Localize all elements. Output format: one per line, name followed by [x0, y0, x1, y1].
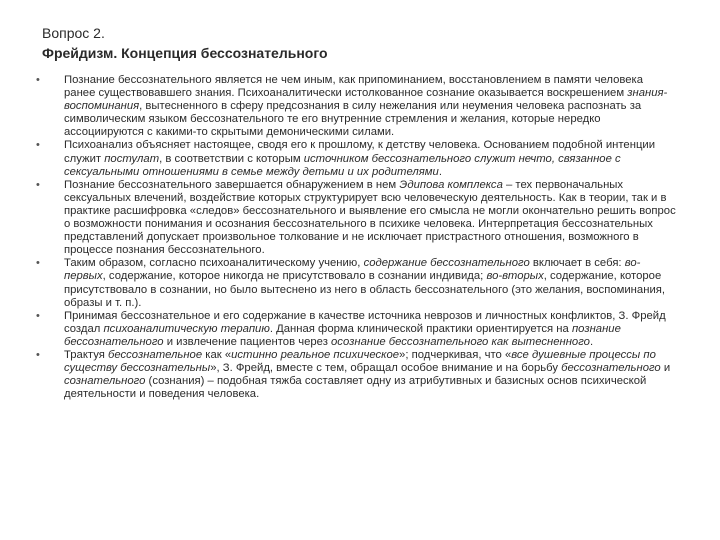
text-run: . Данная форма клинической практики ориентируется на: [269, 322, 572, 335]
text-run: , содержание, которое присутствовало в сознании, но было вытеснено из него в область бессознательного (это желания, воспоминания, образы и т. п.).: [64, 270, 666, 309]
text-run: Познание бессознательного завершается обнаружением в нем: [64, 178, 400, 191]
text-run: Познание бессознательного является не чем иным, как припоминанием, восстановлением в памяти человека ранее существовавшего знания. Психоаналитически истолкованное сознание оказывается воскрешением: [64, 74, 643, 100]
italic-term: во-первых: [64, 257, 641, 283]
italic-term: познание бессознательного: [64, 322, 621, 348]
slide-title: Фрейдизм. Концепция бессознательного: [42, 45, 328, 61]
text-run: , вытесненного в сферу предсознания в силу нежелания или неумения человека распознать за символическим языком бессознательного те его внутренние стремления и желания, которые нередко ассоциируются с какими-то скрытыми демоническими силами.: [64, 100, 642, 139]
text-run: Таким образом, согласно психоаналитическому учению,: [64, 257, 364, 270]
text-run: как «: [202, 348, 232, 361]
question-number: Вопрос 2.: [42, 25, 105, 41]
italic-term: источником бессознательного служит нечто, связанное с сексуальными отношениями в семье между детьми и их родителями: [64, 152, 621, 178]
text-run: и: [660, 362, 671, 375]
italic-term: Эдипова комплекса: [399, 178, 503, 191]
text-run: (сознания) – подобная тяжба составляет одну из атрибутивных и базисных основ психической деятельности и поведения человека.: [64, 375, 647, 401]
bullet-point-5: [36, 310, 676, 349]
italic-term: содержание бессознательного: [363, 257, 530, 270]
italic-term: во-вторых: [486, 270, 544, 283]
italic-term: постулат: [104, 152, 160, 165]
bullet-list: [36, 74, 676, 401]
bullet-point-6: [36, 349, 676, 401]
text-run: .: [589, 335, 594, 348]
text-run: »; подчеркивая, что «: [399, 348, 512, 361]
text-run: .: [438, 165, 442, 178]
text-run: и извлечение пациентов через: [163, 335, 332, 348]
text-run: , в соответствии с которым: [159, 152, 304, 165]
text-run: включает в себя:: [529, 257, 625, 270]
italic-term: психоаналитическую терапию: [103, 322, 270, 335]
text-run: Принимая бессознательное и его содержание в качестве источника неврозов и личностных конфликтов, З. Фрейд создал: [64, 309, 666, 335]
bullet-point-3: [36, 179, 676, 258]
text-run: – тех первоначальных сексуальных влечений, воздействие которых структурирует всю человеческую деятельность. Как в теории, так и в практике расшифровка «следов» бессознательного и выявление его смысла не могли окончательно решить вопрос о возможности понимания и осознания бессознательного в психике человека. Интерпретация бессознательных представлений допускает произвольное толкование и не исключает пристрастного отношения, возможного в процессе познания бессознательного.: [64, 178, 676, 257]
bullet-point-2: [36, 139, 676, 178]
text-run: , содержание, которое никогда не присутствовало в сознании индивида;: [102, 270, 487, 283]
bullet-point-4: [36, 257, 676, 309]
italic-term: все душевные процессы по существу бессознательны: [64, 348, 656, 375]
italic-term: бессознательное: [107, 348, 203, 361]
italic-term: истинно реальное психическое: [231, 348, 400, 361]
text-run: Трактуя: [64, 348, 108, 361]
text-run: Психоанализ объясняет настоящее, сводя его к прошлому, к детству человека. Основанием подобной интенции служит: [64, 139, 656, 165]
italic-term: знания-воспоминания: [64, 87, 668, 113]
italic-term: сознательного: [64, 375, 146, 388]
italic-term: осознание бессознательного как вытесненного: [331, 335, 590, 348]
italic-term: бессознательного: [561, 362, 661, 375]
bullet-point-1: [36, 74, 676, 139]
text-run: », З. Фрейд, вместе с тем, обращал особое внимание и на борьбу: [210, 362, 562, 375]
